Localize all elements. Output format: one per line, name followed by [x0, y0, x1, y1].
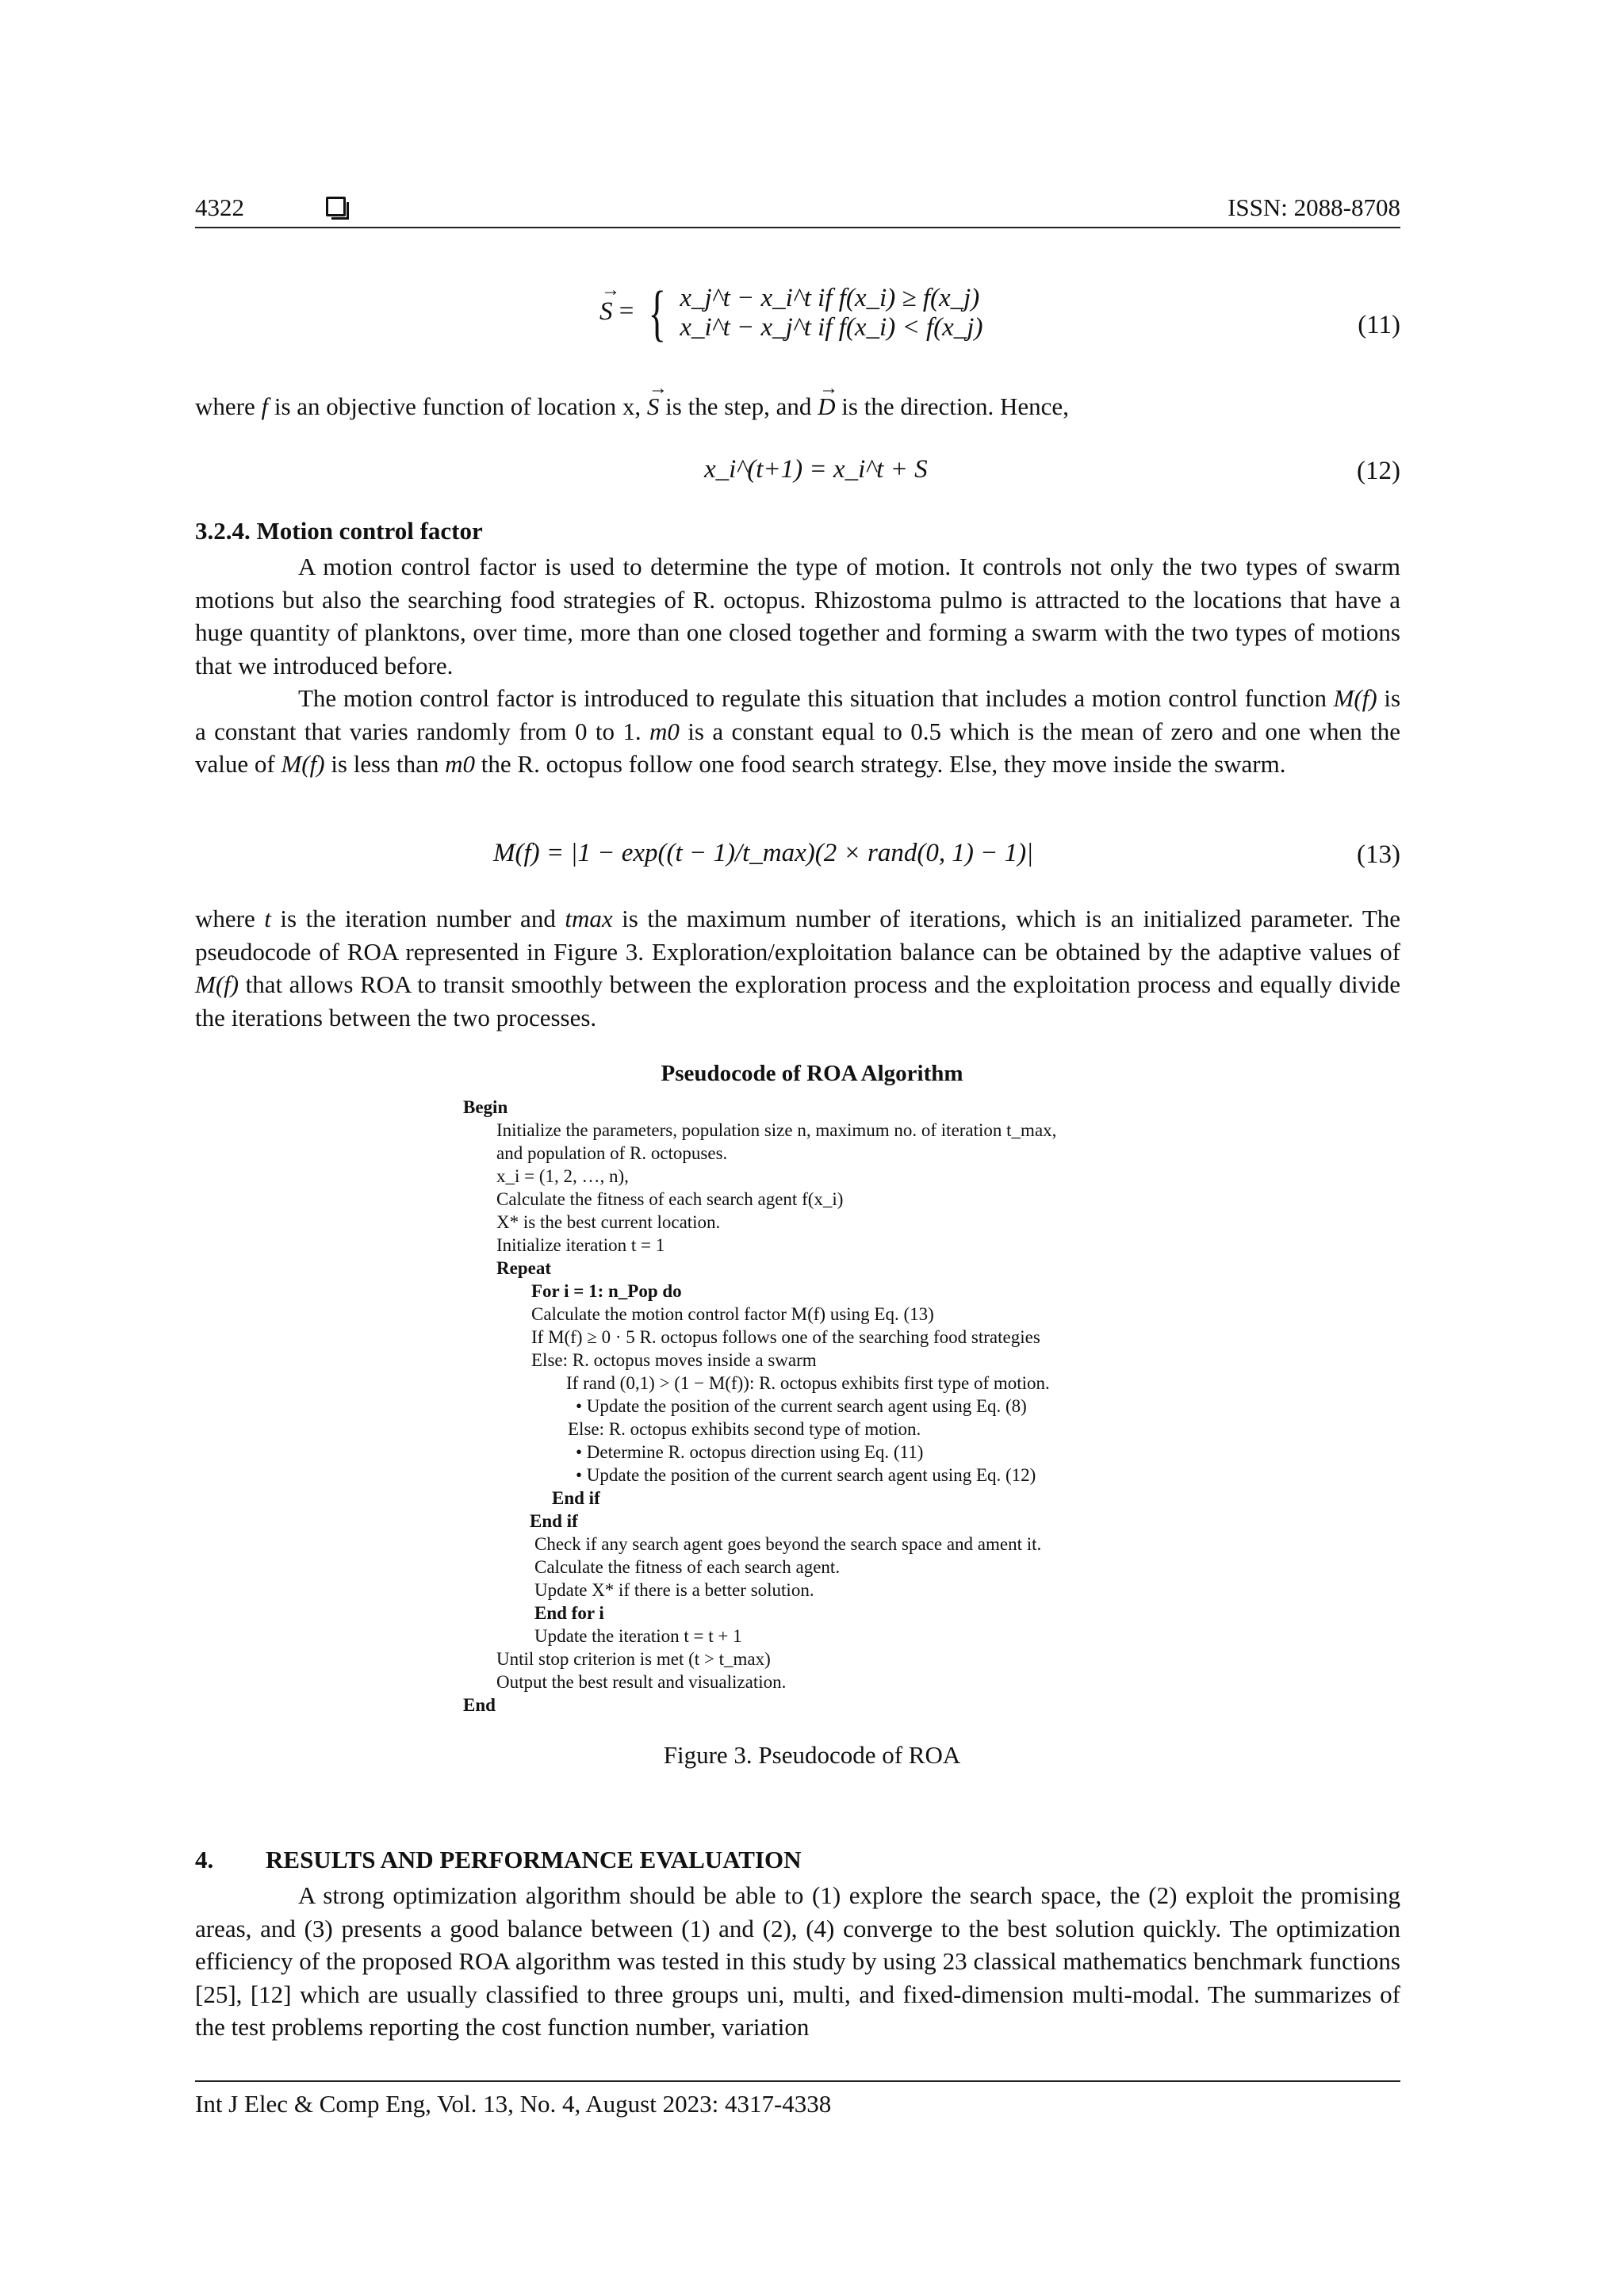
text-run: where	[195, 905, 255, 932]
math-step-vector: → S	[647, 390, 660, 423]
pc-line: Repeat	[496, 1258, 551, 1278]
paragraph-motion-control-1	[195, 550, 1400, 682]
eq11-case-1: x_j^t − x_i^t if f(x_i) ≥ f(x_j)	[680, 284, 980, 312]
pc-line: • Update the position of the current search agent using Eq. (8)	[576, 1396, 1027, 1416]
pc-line: Update X* if there is a better solution.	[534, 1580, 814, 1600]
pc-line: Until stop criterion is met (t > t_max)	[496, 1649, 771, 1669]
pc-line: X* is the best current location.	[496, 1212, 721, 1232]
section-title: RESULTS AND PERFORMANCE EVALUATION	[266, 1846, 802, 1873]
pc-line: Else: R. octopus moves inside a swarm	[531, 1350, 817, 1370]
pc-line: • Determine R. octopus direction using Eq. (11)	[576, 1442, 924, 1462]
page-footer: Int J Elec & Comp Eng, Vol. 13, No. 4, August 2023: 4317-4338	[195, 2090, 832, 2118]
pc-line: Else: R. octopus exhibits second type of motion.	[568, 1419, 921, 1439]
pc-line: End for i	[534, 1603, 604, 1623]
text-run: The motion control factor is introduced to regulate this situation that includes a motion control function	[298, 684, 1327, 712]
pc-line: Output the best result and visualization.	[496, 1672, 787, 1692]
pc-line: For i = 1: n_Pop do	[531, 1281, 682, 1301]
eq11-lhs: → S	[599, 297, 613, 327]
math-t: t	[264, 905, 271, 932]
pc-line: If M(f) ≥ 0 · 5 R. octopus follows one of the searching food strategies	[531, 1327, 1040, 1347]
pc-line: Calculate the fitness of each search agent.	[534, 1557, 841, 1577]
pc-line: x_i = (1, 2, …, n),	[496, 1166, 629, 1186]
equation-13	[195, 839, 1400, 883]
pc-line: End	[463, 1695, 496, 1715]
section-heading-4	[195, 1846, 802, 1874]
footer-rule	[195, 2080, 1400, 2082]
pc-line: and population of R. octopuses.	[496, 1143, 728, 1163]
eq11-number: (11)	[1358, 311, 1400, 339]
checkbox-square-icon	[326, 197, 346, 216]
math-mf: M(f)	[281, 750, 325, 778]
pseudocode-figure	[463, 1062, 1161, 1736]
section-heading-3-2-4: 3.2.4. Motion control factor	[195, 517, 483, 545]
pc-line: End if	[530, 1511, 578, 1531]
text-run: is a constant that varies randomly from 0 to 1.	[195, 684, 1401, 745]
equation-13-body: M(f) = |1 − exp((t − 1)/t_max)(2 × rand(0, 1) − 1)|	[493, 839, 1034, 867]
issn-label: ISSN: 2088-8708	[1228, 193, 1400, 221]
pc-line: End if	[552, 1488, 600, 1508]
eq13-number: (13)	[1357, 840, 1400, 869]
page-number: 4322	[195, 193, 244, 221]
eq12-number: (12)	[1357, 457, 1400, 485]
math-direction-vector: → D	[818, 390, 835, 423]
equation-12	[195, 455, 1400, 499]
page-header	[195, 193, 1400, 228]
text-run: is an objective function of location x,	[274, 392, 642, 420]
text-run: where	[195, 392, 255, 420]
text-run: that allows ROA to transit smoothly between the exploration process and the exploitation process and equally divide the iterations between the two processes.	[195, 970, 1401, 1031]
text-run: is less than	[331, 750, 439, 778]
eq11-case-2: x_i^t − x_j^t if f(x_i) < f(x_j)	[680, 313, 983, 342]
math-m0: m0	[649, 717, 680, 745]
equation-11	[195, 278, 1400, 377]
paragraph-eq13-explanation	[195, 902, 1400, 1034]
math-tmax: tmax	[565, 905, 613, 932]
math-f: f	[261, 392, 269, 420]
text-run: is the maximum number of iterations, which is an initialized parameter. The pseudocode of ROA represented in Figure 3. Exploration/exploitation balance can be obtained by the adaptive values of	[195, 905, 1401, 966]
header-rule	[195, 227, 1400, 228]
pc-line: If rand (0,1) > (1 − M(f)): R. octopus exhibits first type of motion.	[566, 1373, 1050, 1393]
eq11-brace: {	[648, 278, 666, 347]
text-run: the R. octopus follow one food search strategy. Else, they move inside the swarm.	[481, 750, 1286, 778]
paragraph-eq11-explanation	[195, 390, 1400, 423]
text-run: is the step, and	[665, 392, 812, 420]
math-m0: m0	[445, 750, 476, 778]
section-number: 4.	[195, 1846, 214, 1873]
pc-line: Check if any search agent goes beyond the search space and ament it.	[534, 1534, 1042, 1554]
text-run: is the direction. Hence,	[841, 392, 1069, 420]
pc-line: Initialize the parameters, population size n, maximum no. of iteration t_max,	[496, 1120, 1057, 1140]
pc-line: • Update the position of the current search agent using Eq. (12)	[576, 1465, 1036, 1485]
pc-line: Calculate the fitness of each search agent f(x_i)	[496, 1189, 844, 1209]
text-run: A strong optimization algorithm should be able to (1) explore the search space, the (2) exploit the promising areas, and (3) presents a good balance between (1) and (2), (4) converge to the best solution quickly. The optimization efficiency of the proposed ROA algorithm was tested in this study by using 23 classical mathematics benchmark functions [25], [12] which are usually classified to three groups uni, multi, and fixed-dimension multi-modal. The summarizes of the test problems reporting the cost function number, variation	[195, 1881, 1400, 2041]
pseudocode-title: Pseudocode of ROA Algorithm	[661, 1061, 963, 1086]
figure-caption: Figure 3. Pseudocode of ROA	[663, 1741, 961, 1769]
text-run: is the iteration number and	[280, 905, 556, 932]
text-run: A motion control factor is used to determine the type of motion. It controls not only the two types of swarm motions but also the searching food strategies of R. octopus. Rhizostoma pulmo is attracted to the locations that have a huge quantity of planktons, over time, more than one closed together and forming a swarm with the two types of motions that we introduced before.	[195, 553, 1400, 679]
paragraph-results	[195, 1879, 1400, 2044]
math-mf: M(f)	[195, 970, 239, 998]
pc-line: Initialize iteration t = 1	[496, 1235, 665, 1255]
math-mf: M(f)	[1333, 684, 1377, 712]
text-run: is a constant equal to 0.5 which is the mean of zero and one when the value of	[195, 717, 1400, 778]
pc-line: Update the iteration t = t + 1	[534, 1626, 742, 1646]
pc-line: Begin	[463, 1097, 508, 1117]
paragraph-motion-control-2	[195, 682, 1400, 781]
equation-11-body: → S = { x_j^t − x_i^t if f(x_i) ≥ f(x_j) x_i^t − x_j^t if f(x_i) < f(x_j)	[599, 282, 982, 344]
pc-line: Calculate the motion control factor M(f) using Eq. (13)	[531, 1304, 934, 1324]
eq11-cases	[680, 284, 982, 342]
equation-12-body: x_i^(t+1) = x_i^t + S	[704, 455, 928, 484]
